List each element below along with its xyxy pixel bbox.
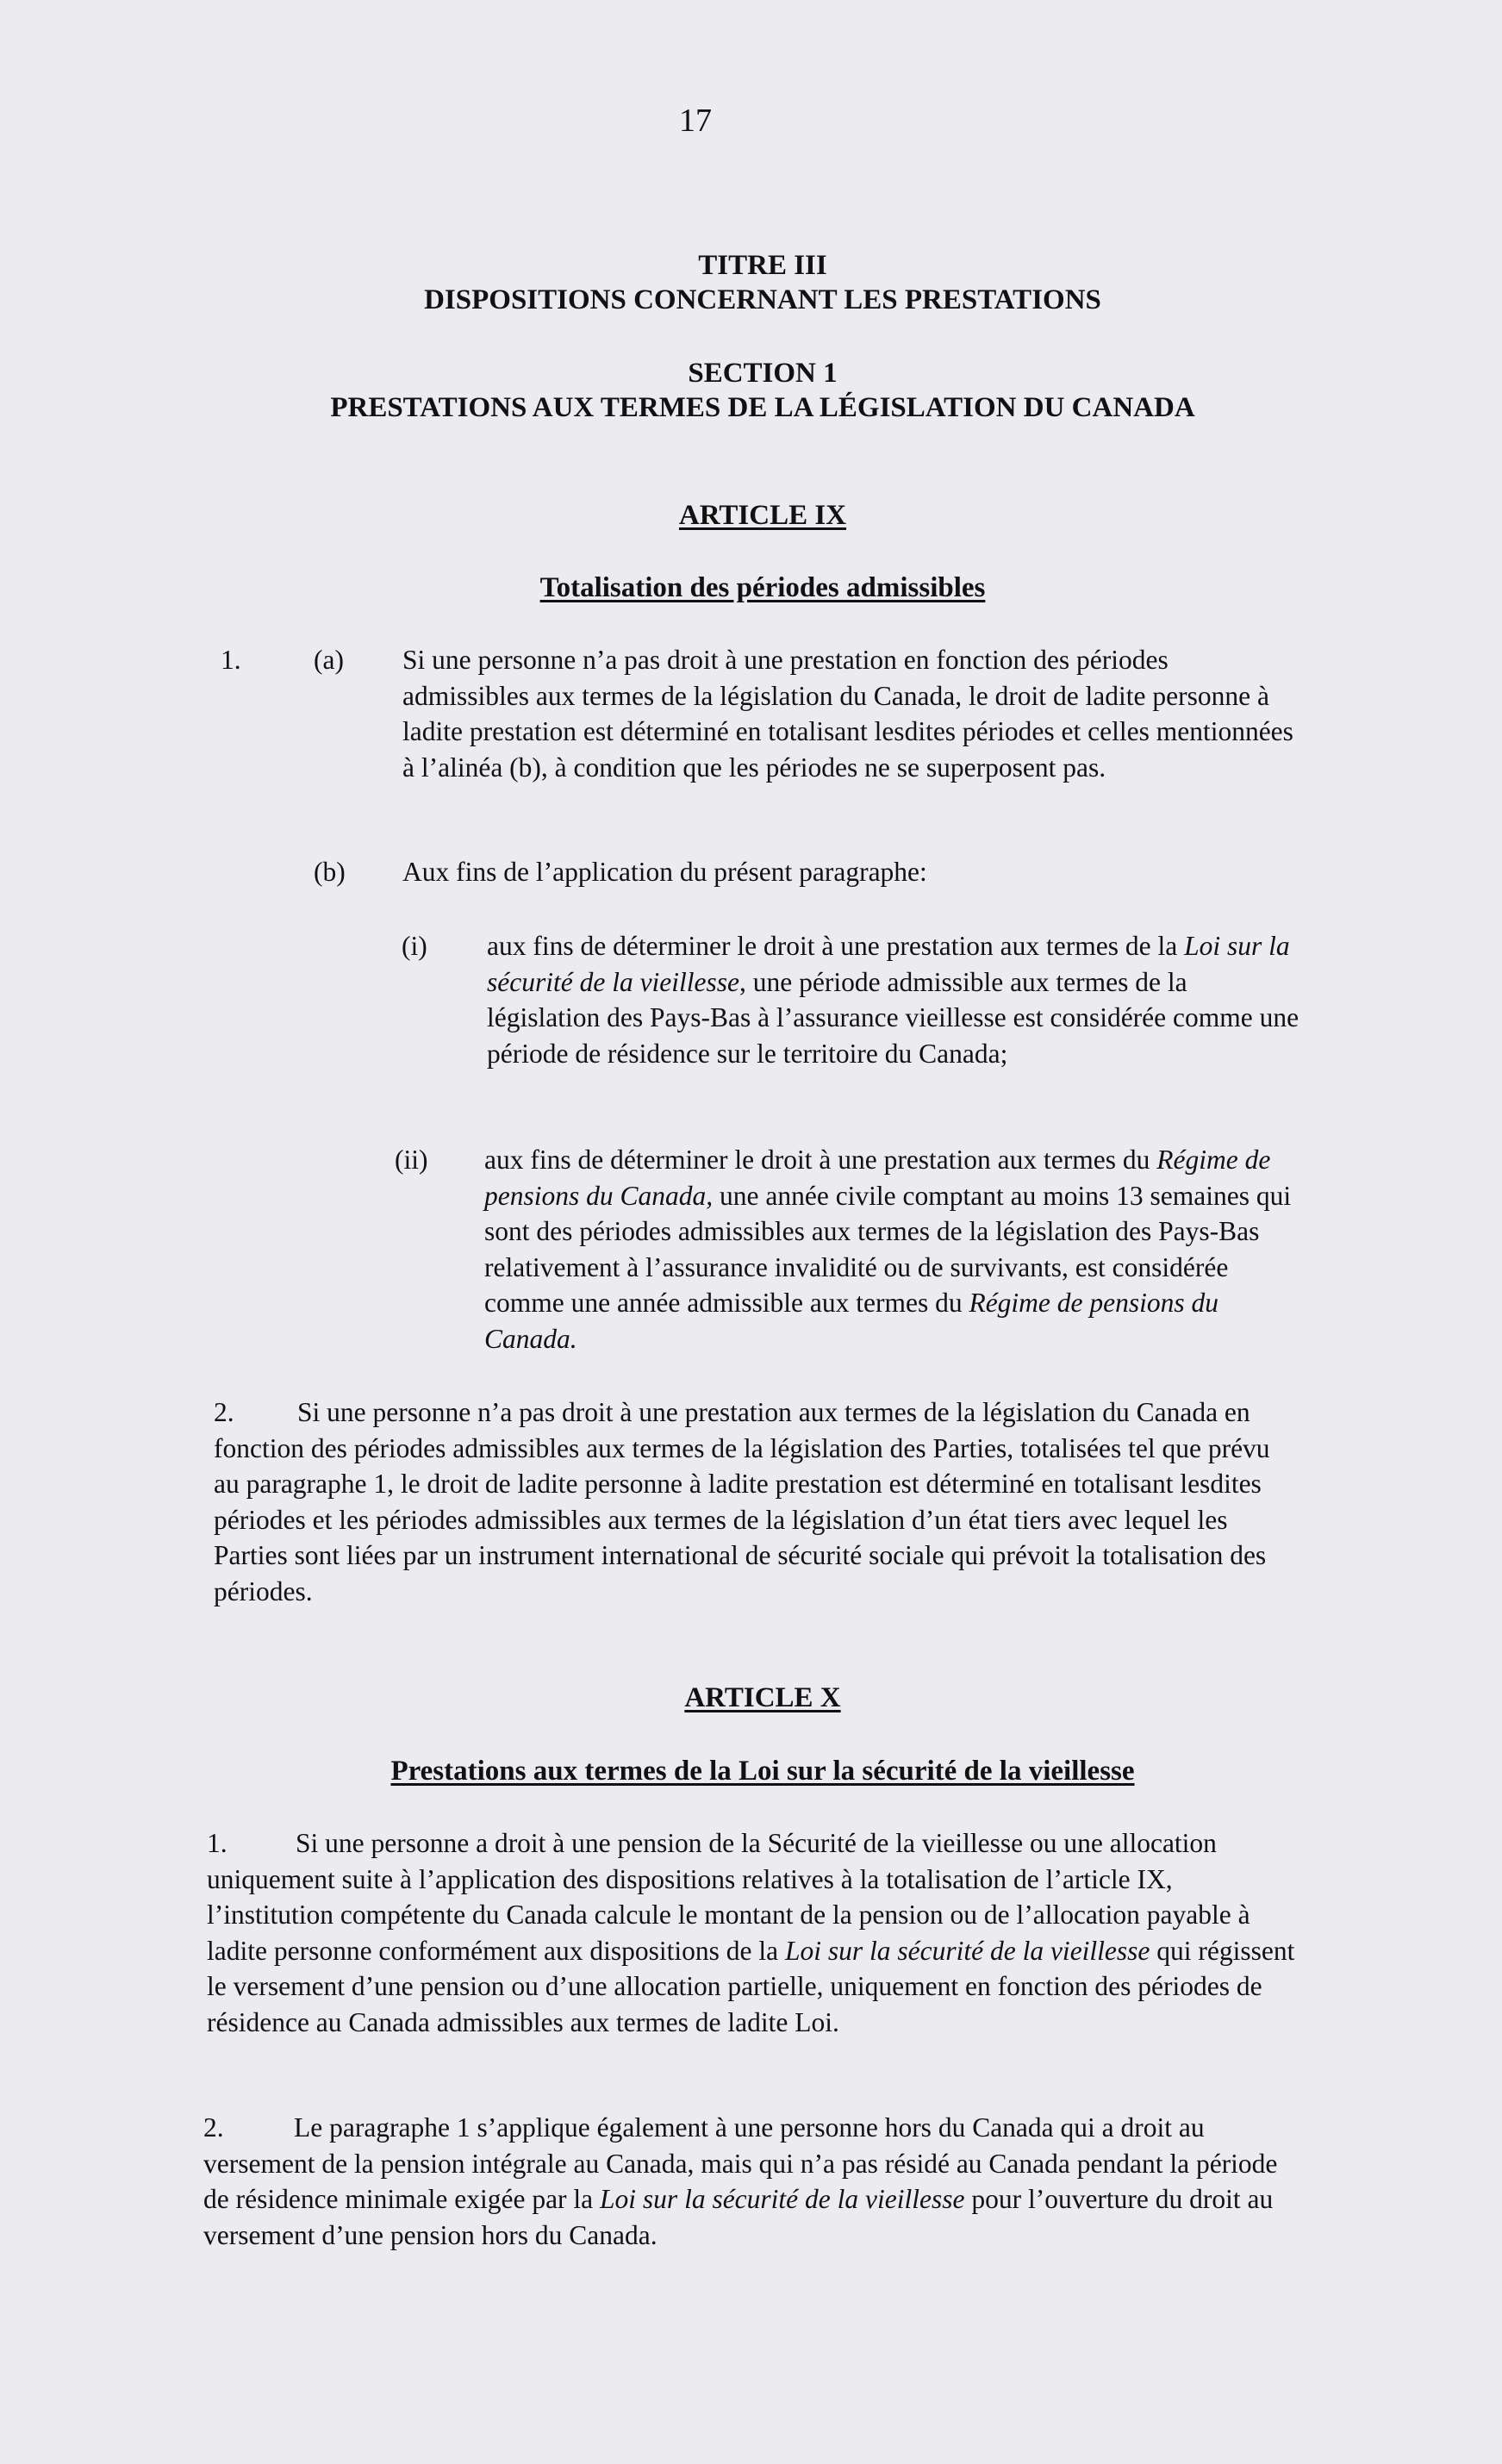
article-x-p2-italic-title: Loi sur la sécurité de la vieillesse <box>600 2184 965 2214</box>
clause-label-b: (b) <box>314 857 346 887</box>
title-heading <box>207 248 1318 317</box>
clause-a-text: Si une personne n’a pas droit à une prestation en fonction des périodes admissibles aux termes de la législation du Canada, le droit de ladite personne à ladite prestation est déterminé en totalisant lesdites périodes et celles mentionnées à l’alinéa (b), à condition que les périodes ne se superposent pas. <box>402 645 1293 783</box>
subclause-label-ii: (ii) <box>395 1145 428 1175</box>
article-x-p1-text-end: qui régissent le versement d’une pension ou d’une allocation partielle, uniquement en fonction des périodes de résidence au Canada admissibles aux termes de ladite Loi. <box>207 1935 1295 2037</box>
article-x-paragraph-2 <box>203 2110 1298 2253</box>
article-ix-paragraph-2: Si une personne n’a pas droit à une prestation aux termes de la législation du Canada en fonction des périodes admissibles aux termes de la législation des Parties, totalisées tel que prévu au paragraphe 1, le droit de ladite personne à ladite prestation est déterminé en totalisant lesdites périodes et les périodes admissibles aux termes de la législation d’un état tiers avec lequel les Parties sont liées par un instrument international de sécurité sociale qui prévoit la totalisation des périodes. <box>214 1397 1270 1606</box>
subclause-ii-italic-2: Régime de pensions du Canada. <box>484 1288 1219 1354</box>
article-ix-title: ARTICLE IX <box>678 500 847 531</box>
section-line-1: SECTION 1 <box>688 358 838 389</box>
paragraph-number-2: 2. <box>214 1397 234 1427</box>
article-x-heading <box>207 1681 1318 1715</box>
article-ix-subtitle: Totalisation des périodes admissibles <box>539 572 986 603</box>
subclause-ii-italic-1: Régime de pensions du Canada, <box>484 1145 1271 1211</box>
paragraph-number-1: 1. <box>221 645 241 675</box>
article-x-paragraph-number-2: 2. <box>203 2112 224 2143</box>
article-x-paragraph-number-1: 1. <box>207 1828 227 1858</box>
article-x-paragraph-1 <box>207 1825 1299 2040</box>
article-x-p2-text-start: Le paragraphe 1 s’applique également à une personne hors du Canada qui a droit au versement de la pension intégrale au Canada, mais qui n’a pas résidé au Canada pendant la période de résidence minimale exigée par la <box>203 2112 1278 2214</box>
clause-b-text: Aux fins de l’application du présent paragraphe: <box>402 857 927 887</box>
article-x-p1-italic-title: Loi sur la sécurité de la vieillesse <box>784 1935 1150 1966</box>
clause-label-a: (a) <box>314 645 344 675</box>
subclause-i-text <box>487 928 1306 1071</box>
article-x-subtitle: Prestations aux termes de la Loi sur la sécurité de la vieillesse <box>390 1756 1135 1787</box>
article-x-p1-text-start: Si une personne a droit à une pension de la Sécurité de la vieillesse ou une allocation uniquement suite à l’application des dispositions relatives à la totalisation de l’article IX, l’institution compétente du Canada calcule le montant de la pension ou de l’allocation payable à ladite personne conformément aux dispositions de la <box>207 1828 1250 1966</box>
section-line-2: PRESTATIONS AUX TERMES DE LA LÉGISLATION DU CANADA <box>330 392 1195 423</box>
subclause-ii-text-middle: une année civile comptant au moins 13 semaines qui sont des périodes admissibles aux termes de la législation des Pays-Bas relativement à l’assurance invalidité ou de survivants, est considérée comme une année admissible aux termes du <box>484 1180 1292 1318</box>
subclause-i-text-start: aux fins de déterminer le droit à une prestation aux termes de la <box>487 931 1185 961</box>
article-x-subheading <box>207 1754 1318 1788</box>
subclause-ii-text <box>484 1142 1307 1357</box>
subclause-i-text-end: , une période admissible aux termes de la législation des Pays-Bas à l’assurance vieillesse est considérée comme une période de résidence sur le territoire du Canada; <box>487 966 1299 1069</box>
subclause-ii-text-start: aux fins de déterminer le droit à une prestation aux termes du <box>484 1145 1157 1175</box>
article-ix-subheading <box>207 571 1318 605</box>
subclause-label-i: (i) <box>402 931 427 961</box>
article-x-p2-text-end: pour l’ouverture du droit au versement d’une pension hors du Canada. <box>203 2184 1274 2250</box>
article-ix-heading <box>207 498 1318 533</box>
subclause-i-italic-title: Loi sur la sécurité de la vieillesse <box>487 931 1290 997</box>
section-heading <box>207 356 1318 425</box>
page-number: 17 <box>679 103 712 139</box>
article-x-title: ARTICLE X <box>684 1682 841 1713</box>
title-line-2: DISPOSITIONS CONCERNANT LES PRESTATIONS <box>424 284 1101 315</box>
title-line-1: TITRE III <box>698 250 827 281</box>
